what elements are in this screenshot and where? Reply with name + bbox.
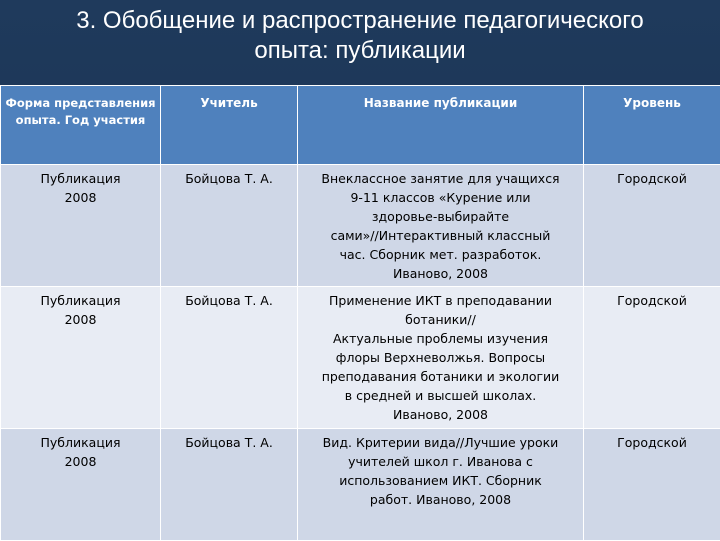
cell-form: Публикация 2008	[1, 287, 161, 429]
cell-level: Городской	[584, 165, 720, 287]
publications-table	[0, 85, 720, 541]
cell-level: Городской	[584, 287, 720, 429]
header-level: Уровень	[584, 86, 720, 165]
cell-title: Применение ИКТ в преподавании ботаники// Актуальные проблемы изучения флоры Верхневолжья. Вопросы преподавания ботаники и экологии в средней и высшей школах. Иваново, 2008	[298, 287, 584, 429]
table-header-row	[1, 86, 720, 165]
header-title: Название публикации	[298, 86, 584, 165]
cell-teacher: Бойцова Т. А.	[161, 429, 298, 541]
table-row	[1, 287, 720, 429]
cell-title: Вид. Критерии вида//Лучшие уроки учителей школ г. Иванова с использованием ИКТ. Сборник работ. Иваново, 2008	[298, 429, 584, 541]
cell-level: Городской	[584, 429, 720, 541]
slide-title: 3. Обобщение и распространение педагогического опыта: публикации	[0, 0, 720, 80]
header-teacher: Учитель	[161, 86, 298, 165]
table-row	[1, 165, 720, 287]
cell-form: Публикация 2008	[1, 429, 161, 541]
header-form: Форма представления опыта. Год участия	[1, 86, 161, 165]
cell-teacher: Бойцова Т. А.	[161, 165, 298, 287]
cell-teacher: Бойцова Т. А.	[161, 287, 298, 429]
cell-title: Внеклассное занятие для учащихся 9-11 классов «Курение или здоровье-выбирайте сами»//Интерактивный классный час. Сборник мет. разработок. Иваново, 2008	[298, 165, 584, 287]
cell-form: Публикация 2008	[1, 165, 161, 287]
table-row	[1, 429, 720, 541]
